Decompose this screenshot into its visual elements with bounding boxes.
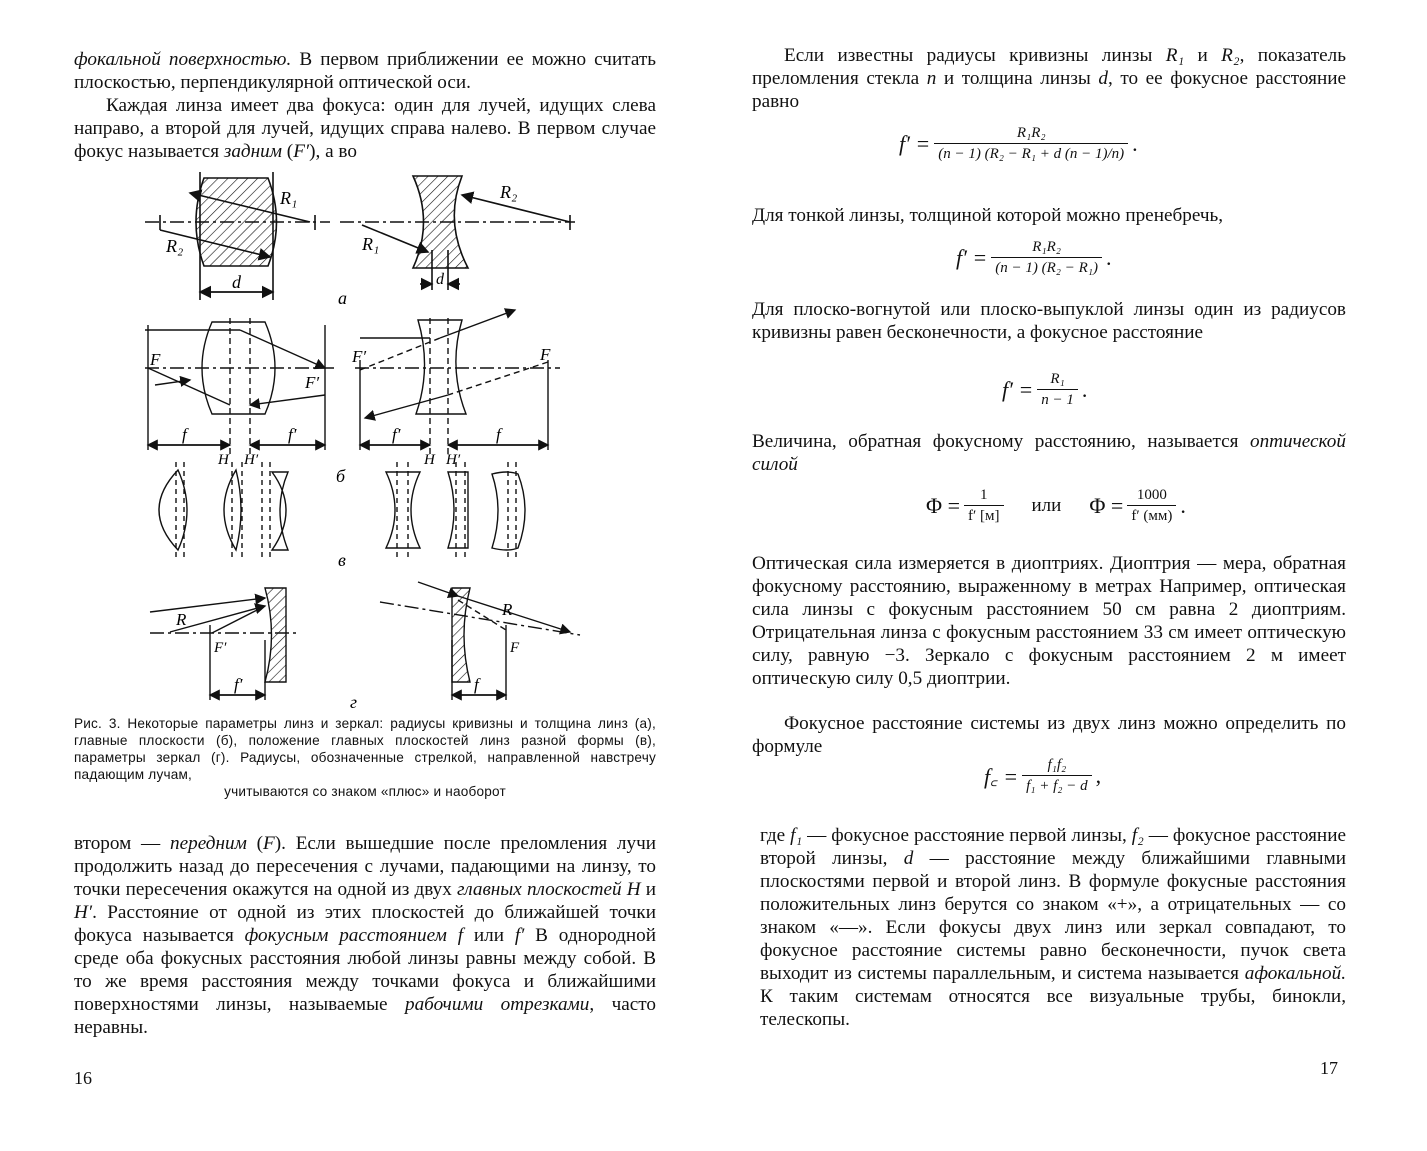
label-F-1: F [150,350,161,369]
formula-5: f꜀ = $\frac{\text{f₁f₂}}{\text{f₁ + f₂ − d}}$ , [984,757,1102,794]
formula-4-lhs1: Φ = [926,493,960,518]
label-b: б [336,466,346,486]
formula-1-lhs: f′ = [899,131,931,156]
right-para-5: Оптическая сила измеряется в диоптриях. Диоптрия — мера, обратная фокусному расстоянию, выраженному в метрах Например, оптическая сила линзы с фокусным расстоянием 50 см равна 2 диоптриям. Отрицательная линза с фокусным расстоянием 33 см имеет оптическую силу, равную −3. Зеркало с фокусным расстоянием 2 м имеет оптическую силу 0,5 диоптрии. [752,553,1346,689]
formula-3-lhs: f′ = [1002,377,1034,402]
formula-5-den: f₁ + f₂ − d [1026,778,1088,794]
label-f-1: f [182,425,187,444]
formula-2-num: R₁R₂ [991,238,1102,258]
formula-3: f′ = $\frac{\text{R₁}}{n - 1}$ . [1002,371,1088,408]
label-g: г [350,692,358,712]
figure-a-concave-lens [340,176,575,290]
label-r1: R₁ [280,188,298,208]
label-Fp-2: F′ [352,347,367,366]
label-r2: R₂ [166,236,184,256]
label-Hp-1: H′ [244,452,259,468]
right-para-6: Фокусное расстояние системы из двух линз можно определить по формуле [752,713,1346,757]
formula-4-lhs2: Φ = [1089,493,1124,518]
label-F-2: F [540,345,551,364]
formula-4-num2: 1000 [1127,486,1176,506]
right-para-2: Для тонкой линзы, толщиной которой можно пренебречь, [752,205,1224,226]
right-page [714,0,1427,1151]
label-fp-1: f′ [288,425,297,444]
formula-5-lhs: f꜀ = [984,764,1019,789]
formula-4-fraction-1 [964,486,1004,526]
formula-1-den: (n − 1) (R₂ − R₁ + d (n − 1)/n) [938,146,1125,162]
label-d-a: d [232,272,241,292]
formula-2-fraction [991,238,1102,278]
left-para-2: Каждая линза имеет два фокуса: один для лучей, идущих слева направо, а второй для лучей, идущих справа налево. В первом случае фокус называется задним (F′), а во [74,95,656,162]
formula-3-fraction [1037,370,1078,410]
label-r1-b: R₁ [362,234,380,254]
formula-4-den1: f′ [м] [968,508,1000,524]
formula-2: f′ = $\frac{\text{R₁R₂}}{\text{(n − 1) (R₂ − R₁)}}$ . [956,239,1112,276]
formula-3-num: R₁ [1037,370,1078,390]
formula-4: Φ = $\frac{1}{f' [м]}$ или Φ = $\frac{1000}{f' (мм)}$ . [926,487,1186,524]
left-para-3: втором — передним (F). Если вышедшие после преломления лучи продолжить назад до пересечения с лучами, падающими на линзу, то точки пересечения окажутся на одной из двух главных плоскостей H и H′. Расстояние от одной из этих плоскостей до ближайшей точки фокуса называется фокусным расстоянием f или f′ В однородной среде оба фокусных расстояния любой линзы равны между собой. В то же время расстояния между точками фокуса и ближайшими поверхностями линзы, называемые рабочими отрезками, часто неравны. [74,833,657,1038]
right-para-7: где f₁ — фокусное расстояние первой линзы, f₂ — фокусное расстояние второй линзы, d — расстояние между ближайшими главными плоскостями первой и второй линз. В формуле фокусные расстояния положительных линз берутся со знаком «+», а отрицательных — со знаком «—». Если фокусы двух линз или зеркал совпадают, то фокусное расстояние системы равно бесконечности, пучок света выходит из системы параллельным, и система называется афокальной. К таким системам относятся все визуальные трубы, бинокли, телескопы. [760,825,1346,1030]
figure-b-concave [355,310,560,455]
label-R-2: R [502,600,513,619]
label-Fp-g: F′ [214,640,227,656]
formula-1-fraction [934,124,1128,164]
label-Hp-2: H′ [446,452,461,468]
label-a: а [338,288,347,308]
right-para-3: Для плоско-вогнутой или плоско-выпуклой линзы один из радиусов кривизны равен бесконечности, а фокусное расстояние [752,299,1346,343]
formula-4-or: или [1031,495,1062,516]
formula-5-fraction [1022,756,1092,796]
formula-4-fraction-2 [1127,486,1176,526]
right-para-4: Величина, обратная фокусному расстоянию, называется оптической силой [752,431,1346,475]
caption-text: Рис. 3. Некоторые параметры линз и зеркал: радиусы кривизны и толщина линз (а), главные плоскости (б), положение главных плоскостей линз разной формы (в), параметры зеркал (г). Радиусы, обозначенные стрелкой, направленной навстречу падающим лучам, [74,716,656,782]
label-r2-b: R₂ [500,182,518,202]
label-d-b: d [436,271,444,288]
label-v: в [338,550,346,570]
page-number-right: 17 [1320,1058,1338,1078]
formula-2-lhs: f′ = [956,245,988,270]
label-f-2: f [496,425,501,444]
caption-last-line: учитываются со знаком «плюс» и наоборот [224,784,506,799]
label-Fp-1: F′ [305,373,320,392]
formula-4-den2: f′ (мм) [1131,508,1173,524]
formula-1-num: R₁R₂ [934,124,1128,144]
formula-2-den: (n − 1) (R₂ − R₁) [995,260,1099,276]
formula-5-num: f₁f₂ [1022,756,1092,776]
left-bottom-text [74,832,656,1039]
formula-4-num1: 1 [964,486,1004,506]
label-H-2: H [424,452,435,468]
label-R-1: R [176,610,187,629]
label-F-g: F [510,640,520,656]
page-number-left: 16 [74,1068,92,1088]
label-fp-g: f′ [234,675,243,694]
left-para-1: фокальной поверхностью. В первом приближении ее можно считать плоскостью, перпендикулярной оптической оси. [74,49,656,93]
lens-figure [0,0,714,715]
label-H-1: H [218,452,229,468]
right-para-1: Если известны радиусы кривизны линзы R₁ и R₂, показатель преломления стекла n и толщина линзы d, то ее фокусное расстояние равно [752,45,1346,112]
label-f-g: f [474,675,479,694]
formula-3-den: n − 1 [1041,392,1074,408]
figure-caption [74,715,656,800]
formula-1: f′ = $\frac{\text{R₁R₂}}{\text{(n − 1) (R₂ − R₁ + d (n − 1)/n)}}$ . [899,125,1138,162]
label-fp-2: f′ [392,425,401,444]
